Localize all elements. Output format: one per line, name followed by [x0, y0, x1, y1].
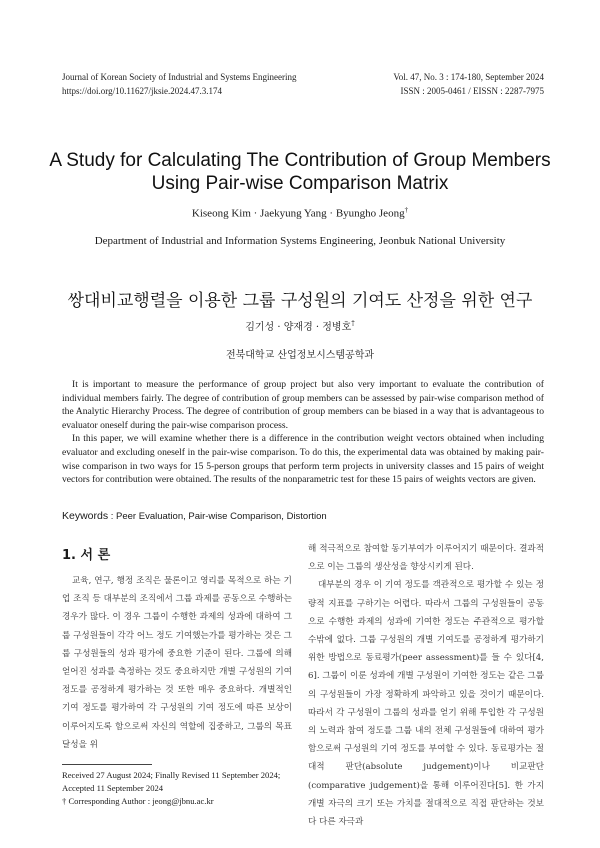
right-column-paragraph-1: 해 적극적으로 참여할 동기부여가 이루어지기 때문이다. 결과적으로 이는 그룹의 생산성을 향상시키게 된다.	[308, 544, 544, 573]
affiliation-ko: 전북대학교 산업정보시스템공학과	[225, 350, 375, 361]
title-ko: 쌍대비교행렬을 이용한 그룹 구성원의 기여도 산정을 위한 연구	[67, 291, 533, 311]
footnote-rule	[62, 764, 152, 765]
affiliation-en: Department of Industrial and Information Systems Engineering, Jeonbuk National University	[94, 235, 506, 247]
authors-en-names: Kiseong Kim · Jaekyung Yang · Byungho Jeong	[191, 207, 405, 220]
keywords	[62, 510, 327, 522]
title-en-line-2: Using Pair-wise Comparison Matrix	[151, 173, 449, 194]
left-column-paragraph-1: 교육, 연구, 행정 조직은 물론이고 영리를 목적으로 하는 기업 조직 등 대부분의 조직에서 그룹 과제를 공동으로 수행하는 경우가 많다. 이 경우 그룹이 수행한 과제의 성과에 대하여 그룹 구성원들이 각각 어느 정도 기여했는가를 평가하는 것은 그룹 구성원들의 성과 평가에 중요한 기준이 된다. 그룹에 의해 얻어진 성과를 측정하는 것도 중요하지만 개별 구성원의 기여 정도를 공정하게 평가하는 것 또한 매우 중요하다. 개별적인 기여 정도를 평가하여 각 구성원의 기여 정도에 따른 보상이 이루어지도록 함으로써 자신의 역할에 집중하고, 그룹의 목표 달성을 위	[62, 576, 292, 750]
volume-info: Vol. 47, No. 3 : 174-180, September 2024	[393, 72, 544, 82]
corresponding-dagger-ko: †	[351, 319, 355, 328]
section-1-title: 1. 서 론	[62, 548, 111, 563]
keywords-label: Keywords	[62, 510, 109, 522]
footnote-accepted: Accepted 11 September 2024	[62, 783, 164, 793]
left-column	[62, 572, 292, 754]
abstract	[62, 378, 544, 487]
footnote	[62, 769, 290, 808]
journal-name: Journal of Korean Society of Industrial and Systems Engineering	[62, 72, 297, 82]
keywords-list: : Peer Evaluation, Pair-wise Comparison, Distortion	[108, 511, 327, 522]
authors-ko-names: 김기성 · 양재경 · 정병호	[245, 322, 352, 333]
right-column-paragraph-2: 대부분의 경우 이 기여 정도를 객관적으로 평가할 수 있는 정량적 지표를 구하기는 어렵다. 따라서 그룹의 구성원들이 공동으로 수행한 과제의 성과에 기여한 정도는 주관적으로 평가할 수밖에 없다. 그룹 구성원의 개별 기여도를 공정하게 평가하기 위한 방법으로 동료평가(peer assessment)를 들 수 있다[4, 6]. 그룹이 이룬 성과에 개별 구성원이 기여한 정도는 같은 그룹의 구성원들이 가장 정확하게 파악하고 있을 것이기 때문이다. 따라서 각 구성원이 그룹의 성과를 얻기 위해 투입한 각 구성원의 노력과 참여 정도를 그룹 내의 전체 구성원들에 대하여 평가함으로써 구성원의 기여 정도를 부여할 수 있다. 동료평가는 절대적 판단(absolute judgement)이나 비교판단(comparative judgement)을 통해 이루어진다[5]. 한 가지 개별 자극의 크기 또는 가치를 절대적으로 직접 판단하는 것보다 다른 자극과	[308, 580, 544, 828]
footnote-received: Received 27 August 2024; Finally Revised 11 September 2024;	[62, 770, 281, 780]
doi-link[interactable]: https://doi.org/10.11627/jksie.2024.47.3.174	[62, 86, 223, 96]
issn-info: ISSN : 2005-0461 / EISSN : 2287-7975	[400, 86, 544, 96]
title-en-line-1: A Study for Calculating The Contribution of Group Members	[49, 150, 551, 171]
abstract-paragraph-2: In this paper, we will examine whether there is a difference in the contribution weight vectors obtained when including evaluator and excluding oneself in the pair-wise comparison. To do this, the experimental data was obtained by making pair-wise comparison in two ways for 15 5-person groups that perform term projects in university classes and 15 pairs of weight vectors for contribution were obtained. The results of the nonparametric test for these 15 pairs of weights vectors are given.	[62, 433, 544, 486]
authors-en	[0, 206, 600, 220]
right-column	[308, 540, 544, 831]
footnote-corresponding: † Corresponding Author : jeong@jbnu.ac.kr	[62, 796, 214, 806]
authors-ko	[0, 318, 600, 333]
abstract-paragraph-1: It is important to measure the performance of group project but also very important to evaluate the contribution of individual members fairly. The degree of contribution of group members can be assessed by pair-wise comparison method of the Analytic Hierarchy Process. The degree of contribution of group members can be biased in a way that is advantageous to evaluator oneself during the pair-wise comparison process.	[62, 379, 544, 431]
corresponding-dagger: †	[404, 206, 409, 214]
